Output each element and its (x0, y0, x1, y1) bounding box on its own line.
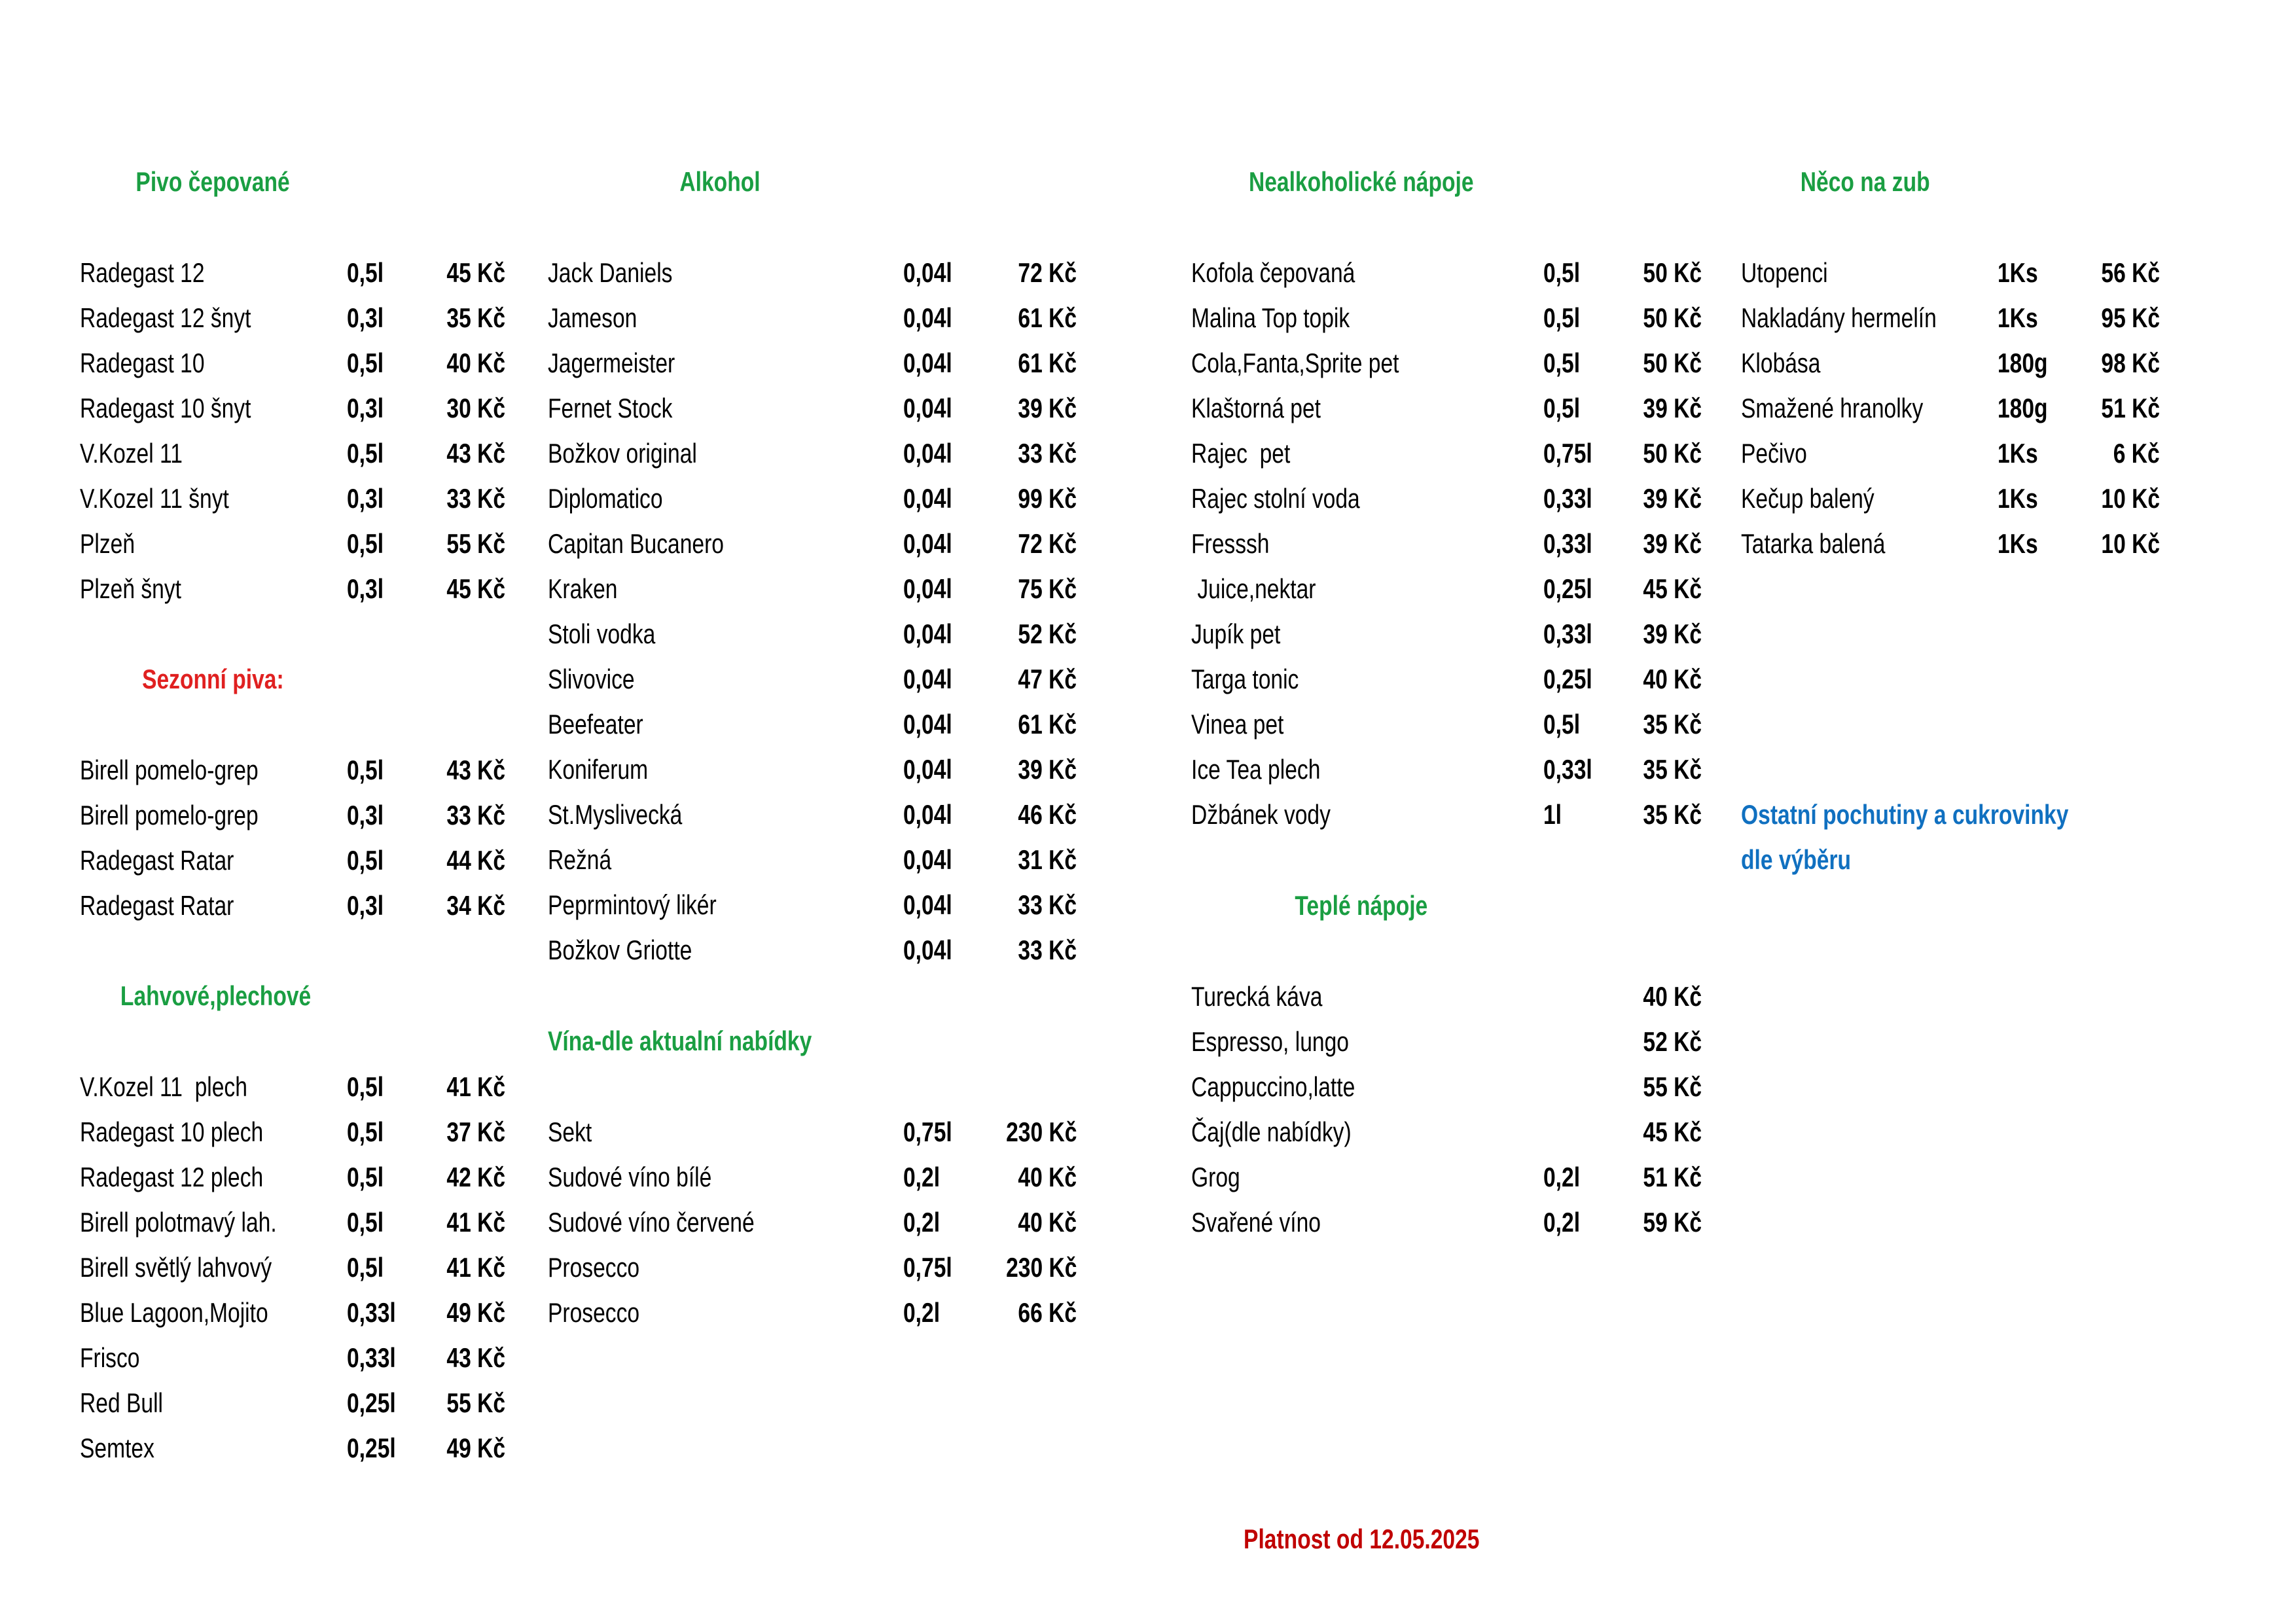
menu-row (80, 250, 505, 295)
menu-row (1741, 385, 2160, 431)
menu-row (548, 882, 1077, 927)
item-price: 31 Kč (1018, 844, 1077, 875)
menu-row (1191, 702, 1702, 747)
item-name: Targa tonic (1191, 664, 1299, 694)
item-name: Sekt (548, 1116, 592, 1147)
item-volume: 0,04l (903, 438, 952, 469)
item-name: Beefeater (548, 709, 643, 740)
item-name: Fernet Stock (548, 393, 673, 423)
item-volume: 0,04l (903, 302, 952, 333)
item-price: 35 Kč (1643, 709, 1702, 740)
menu-row (1191, 385, 1702, 431)
menu-row (1191, 250, 1702, 295)
item-name: Jupík pet (1191, 618, 1281, 649)
item-name: Birell polotmavý lah. (80, 1207, 277, 1238)
item-price: 98 Kč (2101, 348, 2160, 378)
menu-row (1191, 295, 1702, 340)
heading-nealkoholicke-napoje: Nealkoholické nápoje (1249, 166, 1474, 197)
menu-row (80, 883, 505, 928)
item-volume: 0,5l (1543, 257, 1581, 288)
item-volume: 0,04l (903, 664, 952, 694)
item-price: 39 Kč (1643, 528, 1702, 559)
item-volume: 0,5l (347, 845, 384, 876)
menu-row (80, 1200, 505, 1245)
menu-row (1741, 295, 2160, 340)
item-volume: 0,04l (903, 257, 952, 288)
menu-row (1191, 1064, 1702, 1109)
item-name: Radegast 12 šnyt (80, 302, 251, 333)
item-volume: 0,5l (347, 528, 384, 559)
menu-row (548, 250, 1077, 295)
item-volume: 0,5l (347, 257, 384, 288)
menu-row (80, 838, 505, 883)
menu-row (80, 1154, 505, 1200)
item-name: Radegast 12 plech (80, 1162, 264, 1192)
item-volume: 0,25l (1543, 573, 1592, 604)
menu-row (80, 1245, 505, 1290)
menu-row (80, 566, 505, 611)
item-volume: 0,04l (903, 709, 952, 740)
item-name: Džbánek vody (1191, 799, 1331, 830)
item-name: Pečivo (1741, 438, 1807, 469)
item-name: Radegast Ratar (80, 845, 234, 876)
menu-row (80, 793, 505, 838)
item-name: Utopenci (1741, 257, 1828, 288)
item-name: Sudové víno červené (548, 1207, 755, 1238)
item-name: Blue Lagoon,Mojito (80, 1297, 268, 1328)
item-name: Smažené hranolky (1741, 393, 1924, 423)
item-price: 6 Kč (2113, 438, 2160, 469)
item-name: Espresso, lungo (1191, 1026, 1349, 1057)
item-name: Frisco (80, 1342, 140, 1373)
item-name: Radegast 12 (80, 257, 205, 288)
item-name: Stoli vodka (548, 618, 656, 649)
menu-row (80, 1335, 505, 1380)
item-name: Jameson (548, 302, 637, 333)
menu-row (80, 1425, 505, 1471)
item-price: 33 Kč (1018, 935, 1077, 965)
item-volume: 0,5l (347, 755, 384, 785)
menu-row (548, 431, 1077, 476)
item-price: 56 Kč (2101, 257, 2160, 288)
menu-row (548, 837, 1077, 882)
item-price: 43 Kč (446, 755, 505, 785)
menu-row (1191, 1019, 1702, 1064)
item-name: Radegast Ratar (80, 890, 234, 921)
item-volume: 0,3l (347, 800, 384, 830)
item-volume: 0,2l (1543, 1207, 1581, 1238)
menu-row (1191, 340, 1702, 385)
item-price: 33 Kč (446, 800, 505, 830)
item-price: 39 Kč (1018, 393, 1077, 423)
menu-row (548, 476, 1077, 521)
item-volume: 0,25l (1543, 664, 1592, 694)
heading-teple-napoje: Teplé nápoje (1295, 890, 1428, 921)
item-volume: 0,33l (1543, 618, 1592, 649)
item-price: 50 Kč (1643, 257, 1702, 288)
item-name: Capitan Bucanero (548, 528, 724, 559)
item-name: Peprmintový likér (548, 889, 717, 920)
menu-row (1191, 1154, 1702, 1200)
item-price: 61 Kč (1018, 348, 1077, 378)
item-volume: 0,5l (347, 1071, 384, 1102)
item-name: Klobása (1741, 348, 1821, 378)
menu-row (548, 792, 1077, 837)
item-volume: 0,75l (1543, 438, 1592, 469)
item-volume: 0,3l (347, 483, 384, 514)
item-volume: 0,33l (1543, 528, 1592, 559)
item-price: 50 Kč (1643, 302, 1702, 333)
item-name: Jagermeister (548, 348, 675, 378)
item-price: 55 Kč (446, 528, 505, 559)
item-name: Rajec stolní voda (1191, 483, 1360, 514)
menu-row (80, 1290, 505, 1335)
item-volume: 1Ks (1998, 438, 2038, 469)
menu-row (548, 340, 1077, 385)
item-price: 34 Kč (446, 890, 505, 921)
menu-row (80, 1064, 505, 1109)
item-volume: 0,04l (903, 573, 952, 604)
item-price: 45 Kč (446, 257, 505, 288)
menu-row (80, 1109, 505, 1154)
menu-row (1741, 521, 2160, 566)
item-volume: 0,04l (903, 754, 952, 785)
menu-row (1191, 792, 1702, 837)
item-name: St.Myslivecká (548, 799, 683, 830)
heading-sezonni-piva: Sezonní piva: (141, 664, 284, 694)
item-name: Grog (1191, 1162, 1240, 1192)
item-name: Turecká káva (1191, 981, 1323, 1012)
item-price: 45 Kč (446, 573, 505, 604)
menu-row (80, 431, 505, 476)
item-volume: 0,5l (1543, 302, 1581, 333)
item-price: 61 Kč (1018, 302, 1077, 333)
item-name: Rajec pet (1191, 438, 1291, 469)
item-volume: 0,04l (903, 393, 952, 423)
item-name: Birell světlý lahvový (80, 1252, 272, 1283)
item-price: 35 Kč (1643, 799, 1702, 830)
item-name: V.Kozel 11 šnyt (80, 483, 229, 514)
item-price: 51 Kč (2101, 393, 2160, 423)
item-price: 40 Kč (1643, 664, 1702, 694)
menu-row (1191, 1200, 1702, 1245)
item-name: Cappuccino,latte (1191, 1071, 1355, 1102)
item-name: Red Bull (80, 1387, 164, 1418)
item-volume: 1Ks (1998, 257, 2038, 288)
item-volume: 0,04l (903, 844, 952, 875)
item-price: 50 Kč (1643, 348, 1702, 378)
item-price: 59 Kč (1643, 1207, 1702, 1238)
menu-row (1191, 431, 1702, 476)
item-volume: 0,5l (347, 1207, 384, 1238)
item-price: 43 Kč (446, 438, 505, 469)
item-volume: 0,33l (347, 1342, 396, 1373)
item-volume: 0,25l (347, 1433, 396, 1463)
item-name: V.Kozel 11 plech (80, 1071, 247, 1102)
item-name: Birell pomelo-grep (80, 800, 259, 830)
item-price: 66 Kč (1018, 1297, 1077, 1328)
item-volume: 0,5l (347, 348, 384, 378)
item-name: Božkov original (548, 438, 697, 469)
menu-row (1191, 566, 1702, 611)
menu-row (548, 611, 1077, 656)
item-volume: 0,2l (903, 1207, 941, 1238)
item-name: Malina Top topik (1191, 302, 1350, 333)
item-price: 43 Kč (446, 1342, 505, 1373)
item-volume: 0,33l (347, 1297, 396, 1328)
item-price: 35 Kč (1643, 754, 1702, 785)
item-volume: 0,3l (347, 890, 384, 921)
item-volume: 0,75l (903, 1252, 952, 1283)
item-price: 52 Kč (1643, 1026, 1702, 1057)
item-name: Kraken (548, 573, 618, 604)
menu-row (1191, 656, 1702, 702)
item-name: Cola,Fanta,Sprite pet (1191, 348, 1399, 378)
menu-row (548, 1154, 1077, 1200)
heading-neco-na-zub: Něco na zub (1801, 166, 1930, 197)
menu-row (1191, 611, 1702, 656)
heading-pivo-cepovane: Pivo čepované (135, 166, 290, 197)
item-price: 30 Kč (446, 393, 505, 423)
item-price: 10 Kč (2101, 483, 2160, 514)
item-price: 49 Kč (446, 1297, 505, 1328)
menu-row (80, 1380, 505, 1425)
item-price: 39 Kč (1643, 393, 1702, 423)
item-name: Jack Daniels (548, 257, 673, 288)
item-price: 42 Kč (446, 1162, 505, 1192)
item-price: 49 Kč (446, 1433, 505, 1463)
item-price: 41 Kč (446, 1071, 505, 1102)
item-volume: 0,04l (903, 935, 952, 965)
item-price: 72 Kč (1018, 528, 1077, 559)
item-price: 52 Kč (1018, 618, 1077, 649)
item-price: 33 Kč (446, 483, 505, 514)
item-volume: 0,33l (1543, 754, 1592, 785)
item-volume: 0,3l (347, 573, 384, 604)
item-volume: 0,04l (903, 483, 952, 514)
item-volume: 0,04l (903, 799, 952, 830)
item-price: 40 Kč (1018, 1162, 1077, 1192)
menu-row (80, 340, 505, 385)
item-price: 55 Kč (446, 1387, 505, 1418)
item-volume: 0,5l (347, 1116, 384, 1147)
menu-row (548, 747, 1077, 792)
item-volume: 0,2l (903, 1162, 941, 1192)
item-name: Sudové víno bílé (548, 1162, 712, 1192)
item-price: 61 Kč (1018, 709, 1077, 740)
menu-row (1191, 476, 1702, 521)
item-name: Vinea pet (1191, 709, 1284, 740)
item-price: 99 Kč (1018, 483, 1077, 514)
item-name: Koniferum (548, 754, 649, 785)
note-ostatni-line1: Ostatní pochutiny a cukrovinky (1741, 799, 2069, 830)
menu-row (1191, 521, 1702, 566)
item-volume: 0,04l (903, 889, 952, 920)
item-name: Božkov Griotte (548, 935, 692, 965)
item-name: Birell pomelo-grep (80, 755, 259, 785)
item-volume: 0,25l (347, 1387, 396, 1418)
item-name: Juice,nektar (1191, 573, 1316, 604)
item-price: 44 Kč (446, 845, 505, 876)
item-name: V.Kozel 11 (80, 438, 183, 469)
item-price: 39 Kč (1018, 754, 1077, 785)
item-price: 46 Kč (1018, 799, 1077, 830)
item-price: 40 Kč (1018, 1207, 1077, 1238)
menu-row (1741, 340, 2160, 385)
item-price: 40 Kč (446, 348, 505, 378)
item-price: 41 Kč (446, 1207, 505, 1238)
menu-row (80, 747, 505, 793)
item-name: Prosecco (548, 1297, 640, 1328)
menu-row (548, 566, 1077, 611)
item-name: Fresssh (1191, 528, 1270, 559)
item-price: 10 Kč (2101, 528, 2160, 559)
item-name: Radegast 10 (80, 348, 205, 378)
item-price: 35 Kč (446, 302, 505, 333)
menu-row (1741, 250, 2160, 295)
menu-row (1741, 476, 2160, 521)
menu-row (80, 476, 505, 521)
menu-row (548, 385, 1077, 431)
item-price: 95 Kč (2101, 302, 2160, 333)
menu-row (1191, 747, 1702, 792)
note-ostatni-line2: dle výběru (1741, 844, 1852, 875)
item-price: 37 Kč (446, 1116, 505, 1147)
item-volume: 0,5l (1543, 709, 1581, 740)
menu-row (548, 656, 1077, 702)
menu-row (548, 1245, 1077, 1290)
menu-row (1191, 1109, 1702, 1154)
item-volume: 0,5l (1543, 393, 1581, 423)
item-name: Tatarka balená (1741, 528, 1886, 559)
item-price: 50 Kč (1643, 438, 1702, 469)
item-name: Kofola čepovaná (1191, 257, 1355, 288)
menu-row (548, 927, 1077, 972)
item-price: 72 Kč (1018, 257, 1077, 288)
menu-row (80, 521, 505, 566)
item-name: Plzeň šnyt (80, 573, 182, 604)
item-volume: 1l (1543, 799, 1562, 830)
item-volume: 0,04l (903, 348, 952, 378)
item-name: Radegast 10 šnyt (80, 393, 251, 423)
item-price: 230 Kč (1005, 1116, 1077, 1147)
menu-row (548, 521, 1077, 566)
item-price: 41 Kč (446, 1252, 505, 1283)
item-volume: 0,5l (347, 438, 384, 469)
item-price: 230 Kč (1005, 1252, 1077, 1283)
item-price: 40 Kč (1643, 981, 1702, 1012)
item-volume: 180g (1998, 348, 2048, 378)
item-volume: 0,5l (1543, 348, 1581, 378)
menu-row (548, 1290, 1077, 1335)
heading-lahvove-plechove: Lahvové,plechové (114, 980, 312, 1011)
heading-vina: Vína-dle aktualní nabídky (548, 1026, 812, 1056)
item-price: 45 Kč (1643, 1116, 1702, 1147)
item-volume: 0,04l (903, 618, 952, 649)
menu-row (548, 1109, 1077, 1154)
item-volume: 0,3l (347, 302, 384, 333)
item-name: Ice Tea plech (1191, 754, 1321, 785)
item-name: Semtex (80, 1433, 154, 1463)
item-volume: 0,2l (903, 1297, 941, 1328)
item-name: Čaj(dle nabídky) (1191, 1116, 1352, 1147)
item-price: 51 Kč (1643, 1162, 1702, 1192)
item-volume: 0,3l (347, 393, 384, 423)
item-name: Režná (548, 844, 612, 875)
item-volume: 1Ks (1998, 483, 2038, 514)
item-name: Kečup balený (1741, 483, 1874, 514)
item-price: 33 Kč (1018, 889, 1077, 920)
item-volume: 180g (1998, 393, 2048, 423)
item-volume: 0,5l (347, 1252, 384, 1283)
item-volume: 0,2l (1543, 1162, 1581, 1192)
item-price: 39 Kč (1643, 618, 1702, 649)
item-name: Nakladány hermelín (1741, 302, 1937, 333)
menu-row (1191, 974, 1702, 1019)
item-name: Diplomatico (548, 483, 663, 514)
heading-alkohol: Alkohol (679, 166, 761, 197)
item-volume: 1Ks (1998, 528, 2038, 559)
item-volume: 0,75l (903, 1116, 952, 1147)
item-volume: 0,04l (903, 528, 952, 559)
item-name: Svařené víno (1191, 1207, 1321, 1238)
item-name: Prosecco (548, 1252, 640, 1283)
menu-row (80, 385, 505, 431)
item-name: Slivovice (548, 664, 635, 694)
item-volume: 1Ks (1998, 302, 2038, 333)
menu-row (548, 295, 1077, 340)
item-price: 33 Kč (1018, 438, 1077, 469)
item-name: Plzeň (80, 528, 135, 559)
item-volume: 0,33l (1543, 483, 1592, 514)
menu-row (548, 1200, 1077, 1245)
item-name: Klaštorná pet (1191, 393, 1321, 423)
item-price: 39 Kč (1643, 483, 1702, 514)
menu-row (80, 295, 505, 340)
menu-row (1741, 431, 2160, 476)
item-volume: 0,5l (347, 1162, 384, 1192)
validity-date: Platnost od 12.05.2025 (1243, 1524, 1480, 1554)
item-price: 47 Kč (1018, 664, 1077, 694)
menu-row (548, 702, 1077, 747)
item-price: 75 Kč (1018, 573, 1077, 604)
item-price: 55 Kč (1643, 1071, 1702, 1102)
item-name: Radegast 10 plech (80, 1116, 264, 1147)
item-price: 45 Kč (1643, 573, 1702, 604)
